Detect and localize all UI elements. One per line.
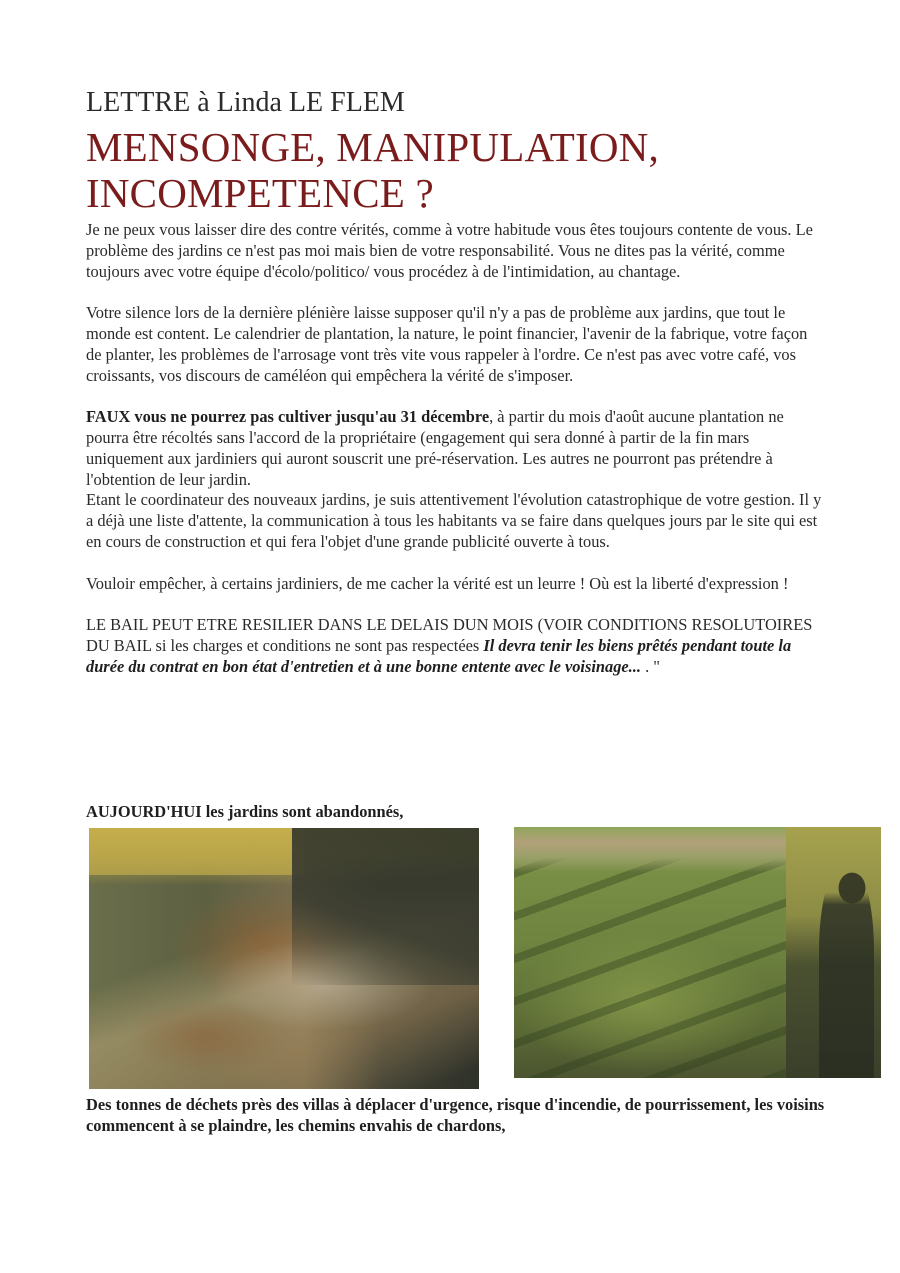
title-line-2: INCOMPETENCE ?: [86, 170, 434, 216]
paragraph-spacer: [86, 282, 826, 303]
paragraph-3-rest: , à partir du mois d'août aucune plantation ne pourra être récoltés sans l'accord de la propriétaire (engagement qui sera donné à partir de la fin mars uniquement aux jardiniers qui auront souscrit une pré-réservation. Les autres ne pourront pas prétendre à l'obtention de leur jardin.: [86, 407, 784, 489]
letter-subtitle: LETTRE à Linda LE FLEM: [86, 87, 405, 118]
paragraph-6: [86, 615, 826, 677]
letter-page: [86, 86, 826, 678]
paragraph-spacer: [86, 594, 826, 615]
bail-quote: Il devra tenir les biens prêtés pendant toute la durée du contrat en bon état d'entretien et à une bonne entente avec le voisinage...: [86, 635, 792, 676]
photo-overgrown-field: [514, 827, 881, 1078]
paragraph-4: Etant le coordinateur des nouveaux jardins, je suis attentivement l'évolution catastrophique de votre gestion. Il y a déjà une liste d'attente, la communication à tous les habitants va se faire dans quelques jours par le site qui est en cours de construction et qui fera l'objet d'une grande publicité ouverte à tous.: [86, 490, 822, 551]
photo-straw-pile: [89, 828, 479, 1089]
bail-warning: LE BAIL PEUT ETRE RESILIER DANS LE DELAIS DUN MOIS (VOIR CONDITIONS RESOLUTOIRES DU BAIL si les charges et conditions ne sont pas respectées: [86, 615, 813, 655]
paragraph-5: Vouloir empêcher, à certains jardiniers, de me cacher la vérité est un leurre ! Où est la liberté d'expression !: [86, 573, 789, 593]
paragraph-spacer: [86, 386, 826, 407]
faux-statement: FAUX vous ne pourrez pas cultiver jusqu'au 31 décembre: [86, 407, 490, 427]
paragraph-spacer: [86, 553, 826, 574]
paragraph-2: Votre silence lors de la dernière plénière laisse supposer qu'il n'y a pas de problème aux jardins, que tout le monde est content. Le calendrier de plantation, la nature, le point financier, l'avenir de la fabrique, votre façon de planter, les problèmes de l'arrosage vont très vite vous rappeler à l'ordre. Ce n'est pas avec votre café, vos croissants, vos discours de caméléon qui empêchera la vérité de s'imposer.: [86, 303, 808, 385]
paragraph-3: [86, 407, 826, 490]
paragraph-1: Je ne peux vous laisser dire des contre vérités, comme à votre habitude vous êtes toujours contente de vous. Le problème des jardins ce n'est pas moi mais bien de votre responsabilité. Vous ne dites pas la vérité, comme toujours avec votre équipe d'écolo/politico/ vous procédez à de l'intimidation, au chantage.: [86, 220, 813, 281]
quote-end: . ": [640, 656, 660, 676]
title-line-1: MENSONGE, MANIPULATION,: [86, 124, 659, 170]
photo-caption: Des tonnes de déchets près des villas à déplacer d'urgence, risque d'incendie, de pourrissement, les voisins commencent à se plaindre, les chemins envahis de chardons,: [86, 1095, 825, 1135]
letter-title: [86, 124, 826, 216]
section-heading: AUJOURD'HUI les jardins sont abandonnés,: [86, 802, 404, 821]
